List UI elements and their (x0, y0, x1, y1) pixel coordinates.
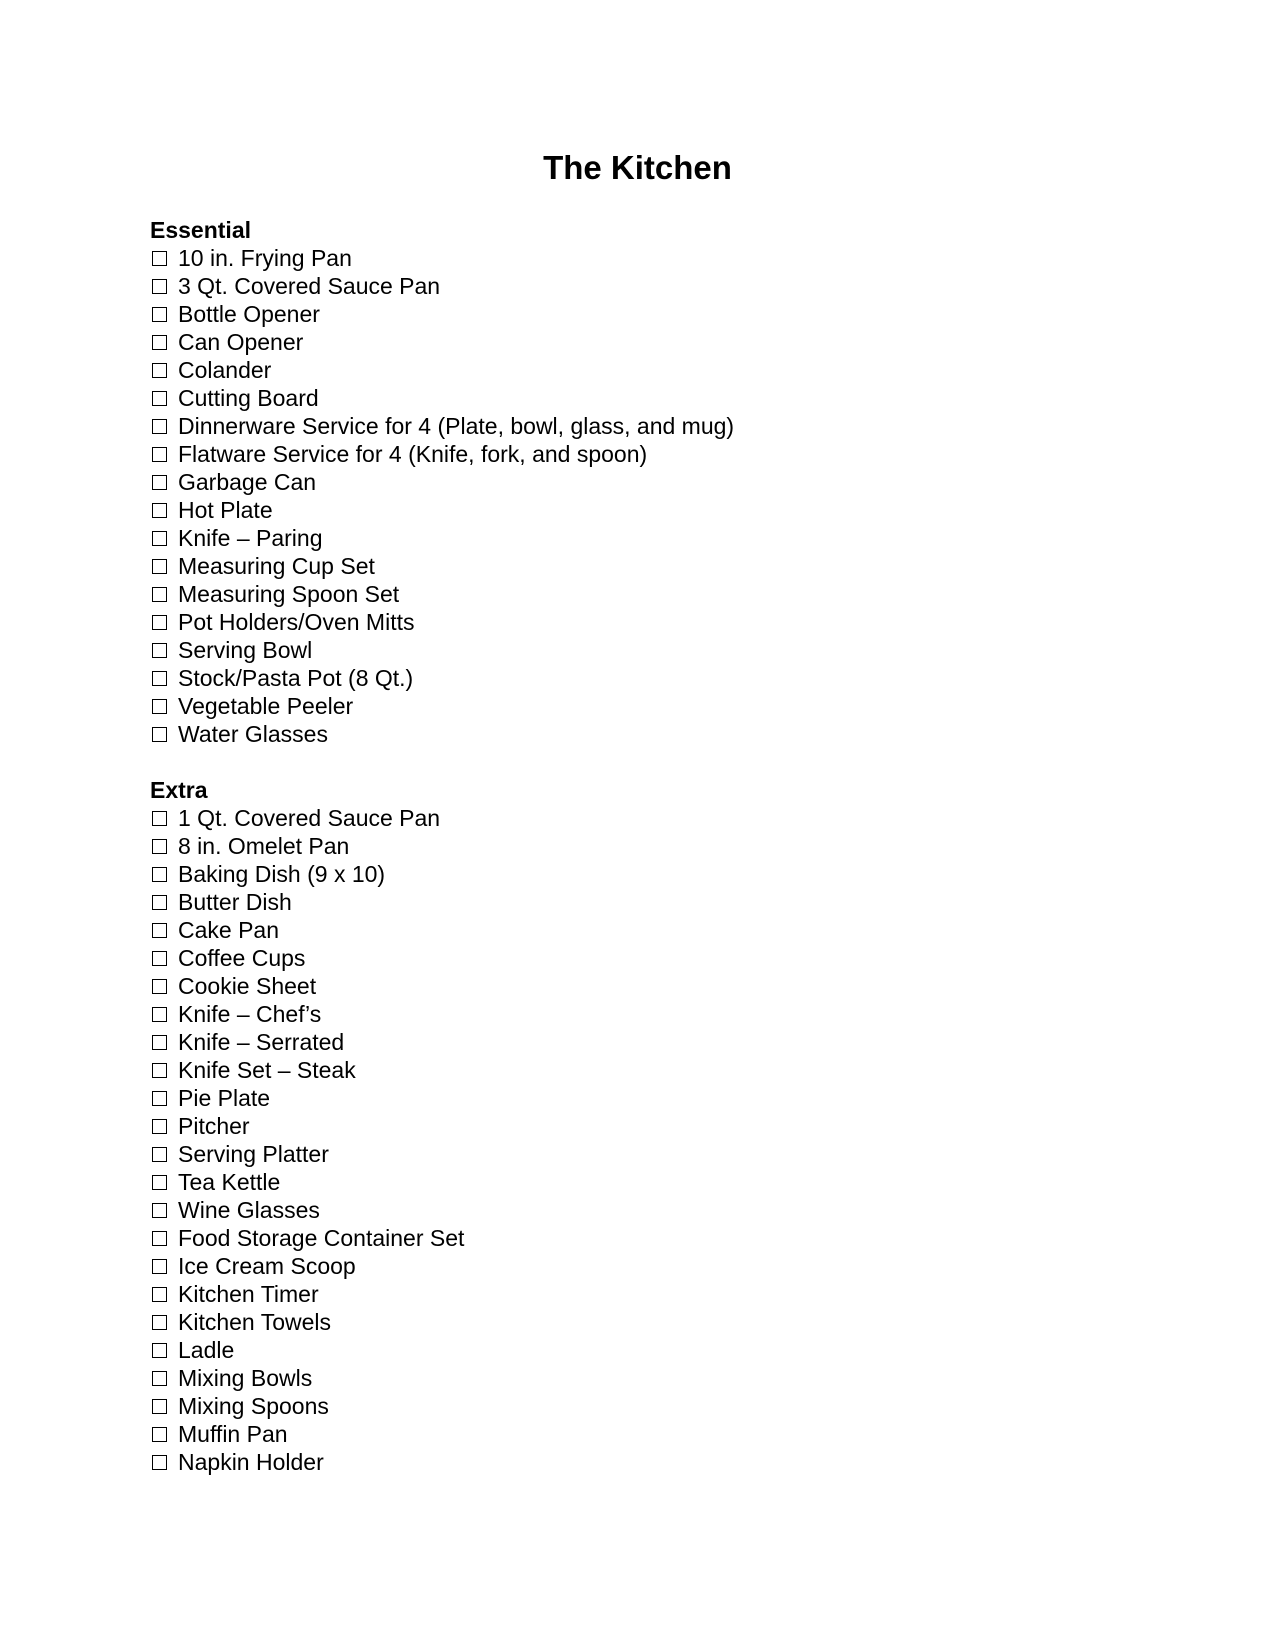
checklist-item (150, 972, 1150, 1000)
checklist-item-label: Garbage Can (178, 469, 317, 495)
checklist-item (150, 1280, 1150, 1308)
checklist-item-label: Water Glasses (178, 721, 328, 747)
checkbox-icon[interactable] (152, 1427, 167, 1442)
checkbox-icon[interactable] (152, 559, 167, 574)
checklist-item (150, 440, 1150, 468)
checkbox-icon[interactable] (152, 1091, 167, 1106)
checklist-item-label: Butter Dish (178, 889, 292, 915)
checkbox-icon[interactable] (152, 531, 167, 546)
checkbox-icon[interactable] (152, 671, 167, 686)
page-title: The Kitchen (543, 149, 732, 186)
checkbox-icon[interactable] (152, 979, 167, 994)
checklist-item-label: 3 Qt. Covered Sauce Pan (178, 273, 441, 299)
checklist-item-label: 1 Qt. Covered Sauce Pan (178, 805, 441, 831)
checklist-item-label: Knife – Serrated (178, 1029, 345, 1055)
checkbox-icon[interactable] (152, 587, 167, 602)
checklist-item-label: 8 in. Omelet Pan (178, 833, 350, 859)
checklist-item (150, 1252, 1150, 1280)
checkbox-icon[interactable] (152, 867, 167, 882)
checkbox-icon[interactable] (152, 951, 167, 966)
checkbox-icon[interactable] (152, 1035, 167, 1050)
checkbox-icon[interactable] (152, 1315, 167, 1330)
checklist-item (150, 580, 1150, 608)
section-spacer (150, 748, 1150, 776)
checkbox-icon[interactable] (152, 1147, 167, 1162)
checklist-item-label: Flatware Service for 4 (Knife, fork, and spoon) (178, 441, 648, 467)
checklist-item-label: Ice Cream Scoop (178, 1253, 356, 1279)
checklist-item-label: Measuring Spoon Set (178, 581, 400, 607)
checklist-item-label: Food Storage Container Set (178, 1225, 465, 1251)
checklist-item (150, 1336, 1150, 1364)
checklist-item-label: Can Opener (178, 329, 304, 355)
checkbox-icon[interactable] (152, 1399, 167, 1414)
checklist-item (150, 1308, 1150, 1336)
checklist-item (150, 412, 1150, 440)
checklist-item-label: Pitcher (178, 1113, 250, 1139)
checklist-item (150, 1028, 1150, 1056)
checklist-item-label: 10 in. Frying Pan (178, 245, 352, 271)
checklist-item-label: Knife – Paring (178, 525, 323, 551)
checklist-item-label: Napkin Holder (178, 1449, 324, 1475)
section-essential (150, 216, 1150, 748)
checklist-item (150, 888, 1150, 916)
checklist-item-label: Cutting Board (178, 385, 319, 411)
checklist-item (150, 524, 1150, 552)
checklist-item (150, 1056, 1150, 1084)
checklist-item-label: Kitchen Towels (178, 1309, 331, 1335)
checkbox-icon[interactable] (152, 363, 167, 378)
checklist-item (150, 1084, 1150, 1112)
checklist-item (150, 1364, 1150, 1392)
checklist-item (150, 720, 1150, 748)
checkbox-icon[interactable] (152, 699, 167, 714)
checklist-item-label: Knife Set – Steak (178, 1057, 356, 1083)
checklist-item (150, 1420, 1150, 1448)
checklist-item-label: Cookie Sheet (178, 973, 317, 999)
checklist-item-label: Colander (178, 357, 272, 383)
checkbox-icon[interactable] (152, 1203, 167, 1218)
checklist-item (150, 916, 1150, 944)
checkbox-icon[interactable] (152, 1063, 167, 1078)
checklist-item-label: Cake Pan (178, 917, 280, 943)
checklist-item-label: Kitchen Timer (178, 1281, 319, 1307)
checklist-item-label: Measuring Cup Set (178, 553, 375, 579)
checkbox-icon[interactable] (152, 839, 167, 854)
checklist-item-label: Muffin Pan (178, 1421, 288, 1447)
checkbox-icon[interactable] (152, 811, 167, 826)
checklist-item-label: Bottle Opener (178, 301, 320, 327)
checklist-item (150, 328, 1150, 356)
checkbox-icon[interactable] (152, 1007, 167, 1022)
checklist-item-label: Serving Bowl (178, 637, 313, 663)
section-heading-essential: Essential (150, 217, 251, 243)
checklist-item-label: Hot Plate (178, 497, 273, 523)
checkbox-icon[interactable] (152, 475, 167, 490)
checklist-item (150, 244, 1150, 272)
checklist-item (150, 1392, 1150, 1420)
checklist-item-label: Tea Kettle (178, 1169, 281, 1195)
checkbox-icon[interactable] (152, 895, 167, 910)
checklist-item-label: Pot Holders/Oven Mitts (178, 609, 415, 635)
checkbox-icon[interactable] (152, 727, 167, 742)
checklist-item-label: Wine Glasses (178, 1197, 320, 1223)
checkbox-icon[interactable] (152, 615, 167, 630)
checkbox-icon[interactable] (152, 279, 167, 294)
checklist-item-label: Pie Plate (178, 1085, 271, 1111)
checklist-item (150, 552, 1150, 580)
section-extra (150, 776, 1150, 1476)
checkbox-icon[interactable] (152, 643, 167, 658)
checkbox-icon[interactable] (152, 391, 167, 406)
checklist-item-label: Vegetable Peeler (178, 693, 354, 719)
checklist-item-label: Dinnerware Service for 4 (Plate, bowl, glass, and mug) (178, 413, 735, 439)
checkbox-icon[interactable] (152, 1259, 167, 1274)
checkbox-icon[interactable] (152, 1287, 167, 1302)
section-heading-extra: Extra (150, 777, 208, 803)
checkbox-icon[interactable] (152, 447, 167, 462)
essential-item-list (150, 244, 1150, 748)
checklist-item (150, 384, 1150, 412)
checkbox-icon[interactable] (152, 251, 167, 266)
checklist-item (150, 1168, 1150, 1196)
extra-item-list (150, 804, 1150, 1476)
checklist-item (150, 692, 1150, 720)
checkbox-icon[interactable] (152, 1231, 167, 1246)
checklist-item (150, 356, 1150, 384)
checkbox-icon[interactable] (152, 419, 167, 434)
checklist-item (150, 804, 1150, 832)
checklist-item (150, 468, 1150, 496)
checklist-item (150, 608, 1150, 636)
checkbox-icon[interactable] (152, 923, 167, 938)
checklist-item (150, 1224, 1150, 1252)
checklist-content (150, 216, 1150, 1476)
checklist-item (150, 832, 1150, 860)
checkbox-icon[interactable] (152, 1119, 167, 1134)
checkbox-icon[interactable] (152, 503, 167, 518)
checkbox-icon[interactable] (152, 1343, 167, 1358)
checklist-item-label: Ladle (178, 1337, 235, 1363)
checklist-item (150, 636, 1150, 664)
checkbox-icon[interactable] (152, 1175, 167, 1190)
checklist-item-label: Coffee Cups (178, 945, 306, 971)
checklist-item-label: Stock/Pasta Pot (8 Qt.) (178, 665, 414, 691)
checklist-item-label: Knife – Chef’s (178, 1001, 322, 1027)
checklist-item (150, 496, 1150, 524)
checklist-item (150, 300, 1150, 328)
checklist-item-label: Mixing Spoons (178, 1393, 329, 1419)
checklist-item-label: Serving Platter (178, 1141, 329, 1167)
checklist-item (150, 1140, 1150, 1168)
checklist-item (150, 860, 1150, 888)
checklist-item (150, 1196, 1150, 1224)
checklist-item (150, 944, 1150, 972)
checklist-item-label: Mixing Bowls (178, 1365, 313, 1391)
checkbox-icon[interactable] (152, 307, 167, 322)
checklist-item (150, 1000, 1150, 1028)
checklist-item (150, 1448, 1150, 1476)
checklist-item (150, 664, 1150, 692)
checklist-item (150, 272, 1150, 300)
checkbox-icon[interactable] (152, 335, 167, 350)
checklist-item-label: Baking Dish (9 x 10) (178, 861, 386, 887)
checklist-item (150, 1112, 1150, 1140)
checkbox-icon[interactable] (152, 1455, 167, 1470)
checkbox-icon[interactable] (152, 1371, 167, 1386)
